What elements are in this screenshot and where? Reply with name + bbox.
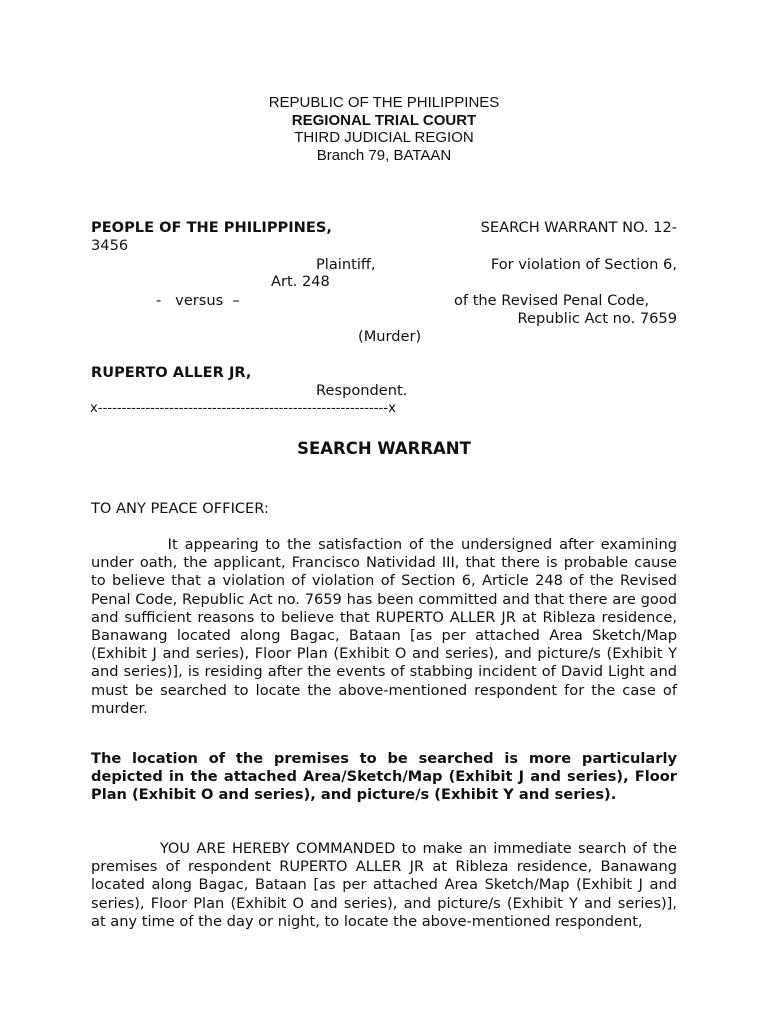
paragraph-command: YOU ARE HEREBY COMMANDED to make an immediate search of the premises of respondent RUPERTO ALLER JR at Ribleza residence, Banawang located along Bagac, Bataan [as per attached Area Sketch/Map (Exhibit J and series), Floor Plan (Exhibit O and series), and picture/s (Exhibit Y and series)], at any time of the day or night, to locate the above-mentioned respondent, xyxy=(91,840,677,930)
document-title: SEARCH WARRANT xyxy=(297,439,471,458)
violation-section: For violation of Section 6, xyxy=(490,256,677,273)
respondent-name: RUPERTO ALLER JR, xyxy=(91,364,252,381)
violation-article: Art. 248 xyxy=(271,273,330,290)
header-branch: Branch 79, BATAAN xyxy=(316,147,452,164)
republic-act: Republic Act no. 7659 xyxy=(517,310,677,327)
header-republic: REPUBLIC OF THE PHILIPPINES xyxy=(268,94,500,111)
plaintiff-name: PEOPLE OF THE PHILIPPINES, xyxy=(91,219,332,236)
paragraph-probable-cause: It appearing to the satisfaction of the undersigned after examining under oath, the applicant, Francisco Natividad III, that there is probable cause to believe that a violation of violation of Section 6, Article 248 of the Revised Penal Code, Republic Act no. 7659 has been committed and that there are good and sufficient reasons to believe that RUPERTO ALLER JR at Ribleza residence, Banawang located along Bagac, Bataan [as per attached Area Sketch/Map (Exhibit J and series), Floor Plan (Exhibit O and series), and picture/s (Exhibit Y and series)], is residing after the events of stabbing incident of David Light and must be searched to locate the above-mentioned respondent for the case of murder. xyxy=(91,536,677,717)
caption-separator: x-------------------------------------------------------------x xyxy=(90,401,396,416)
offense-label: (Murder) xyxy=(358,328,422,345)
warrant-number-continued: 3456 xyxy=(91,237,129,254)
header-region: THIRD JUDICIAL REGION xyxy=(294,129,474,146)
warrant-number: SEARCH WARRANT NO. 12- xyxy=(480,219,677,236)
versus-label: - versus – xyxy=(156,292,240,309)
paragraph-location: The location of the premises to be searched is more particularly depicted in the attached Area/Sketch/Map (Exhibit J and series), Floor Plan (Exhibit O and series), and picture/s (Exhibit Y and series). xyxy=(91,750,677,804)
respondent-role: Respondent. xyxy=(316,382,408,399)
revised-penal-code: of the Revised Penal Code, xyxy=(454,292,650,309)
addressee: TO ANY PEACE OFFICER: xyxy=(91,500,269,517)
plaintiff-role: Plaintiff, xyxy=(316,256,376,273)
header-court: REGIONAL TRIAL COURT xyxy=(291,112,477,129)
